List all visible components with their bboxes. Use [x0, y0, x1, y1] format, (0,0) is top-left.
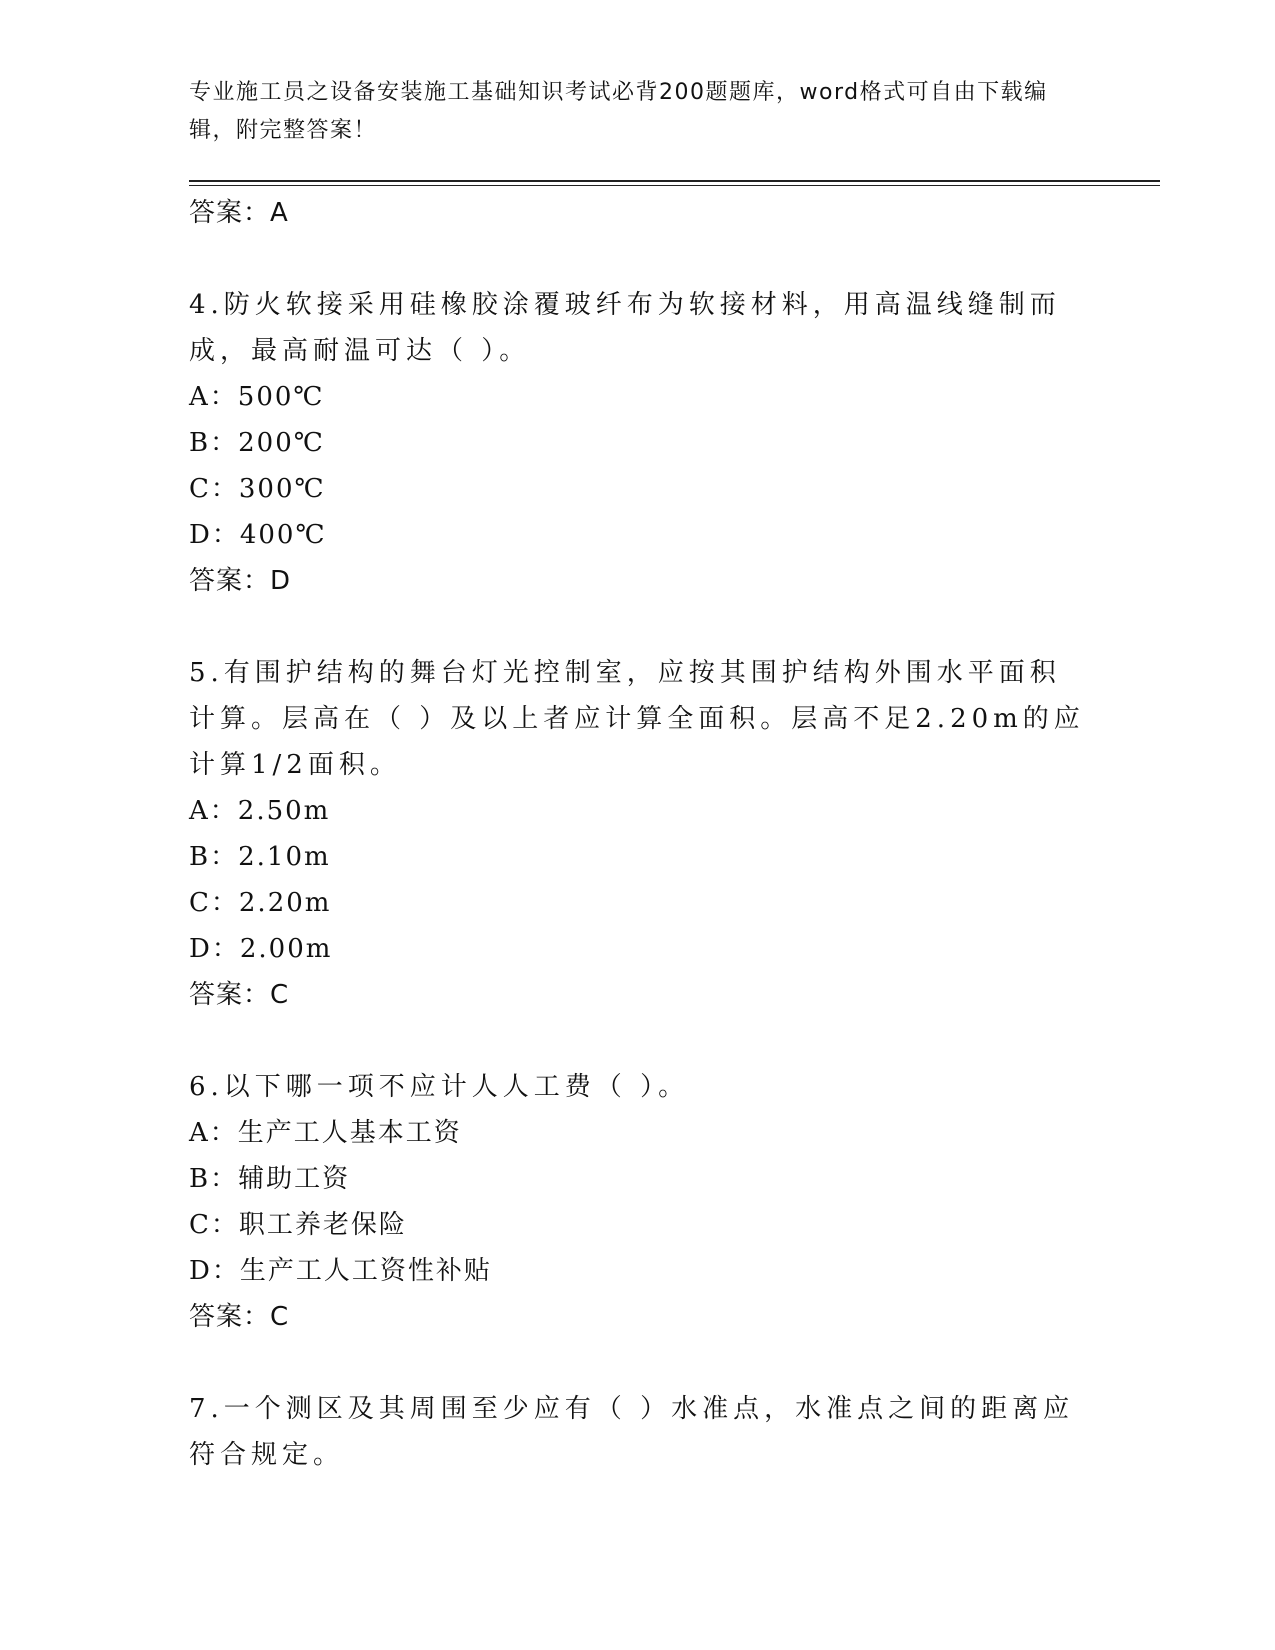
option-c: C：职工养老保险: [189, 1210, 407, 1240]
question-text: 4.防火软接采用硅橡胶涂覆玻纤布为软接材料，用高温线缝制而成，最高耐温可达（ ）。: [189, 290, 1061, 366]
question-6: [189, 1064, 1089, 1340]
option-b: B：辅助工资: [189, 1164, 351, 1194]
header-divider-thin: [189, 185, 1160, 186]
option-a: A：生产工人基本工资: [189, 1118, 462, 1148]
question-list: [189, 190, 1089, 1478]
document-title: 专业施工员之设备安装施工基础知识考试必背200题题库，word格式可自由下载编辑，附完整答案！: [189, 80, 1048, 143]
option-d: D：400℃: [189, 520, 327, 550]
option-c: C：2.20m: [189, 888, 332, 918]
option-b: B：200℃: [189, 428, 325, 458]
answer-line: 答案：A: [189, 198, 289, 228]
option-b: B：2.10m: [189, 842, 331, 872]
option-d: D：2.00m: [189, 934, 333, 964]
answer-line: 答案：C: [189, 980, 290, 1010]
question-7: [189, 1386, 1089, 1478]
question-text: 7.一个测区及其周围至少应有（ ）水准点，水准点之间的距离应符合规定。: [189, 1394, 1075, 1470]
question-text: 5.有围护结构的舞台灯光控制室，应按其围护结构外围水平面积计算。层高在（ ）及以上者应计算全面积。层高不足2.20m的应计算1/2面积。: [189, 658, 1085, 780]
answer-line: 答案：D: [189, 566, 292, 596]
option-a: A：2.50m: [189, 796, 331, 826]
header-divider-thick: [189, 180, 1160, 182]
answer-line: 答案：C: [189, 1302, 290, 1332]
question-text: 6.以下哪一项不应计人人工费（ ）。: [189, 1072, 690, 1102]
page-header: [189, 74, 1089, 150]
option-c: C：300℃: [189, 474, 326, 504]
question-4: [189, 282, 1089, 604]
question-5: [189, 650, 1089, 1018]
option-d: D：生产工人工资性补贴: [189, 1256, 492, 1286]
option-a: A：500℃: [189, 382, 325, 412]
